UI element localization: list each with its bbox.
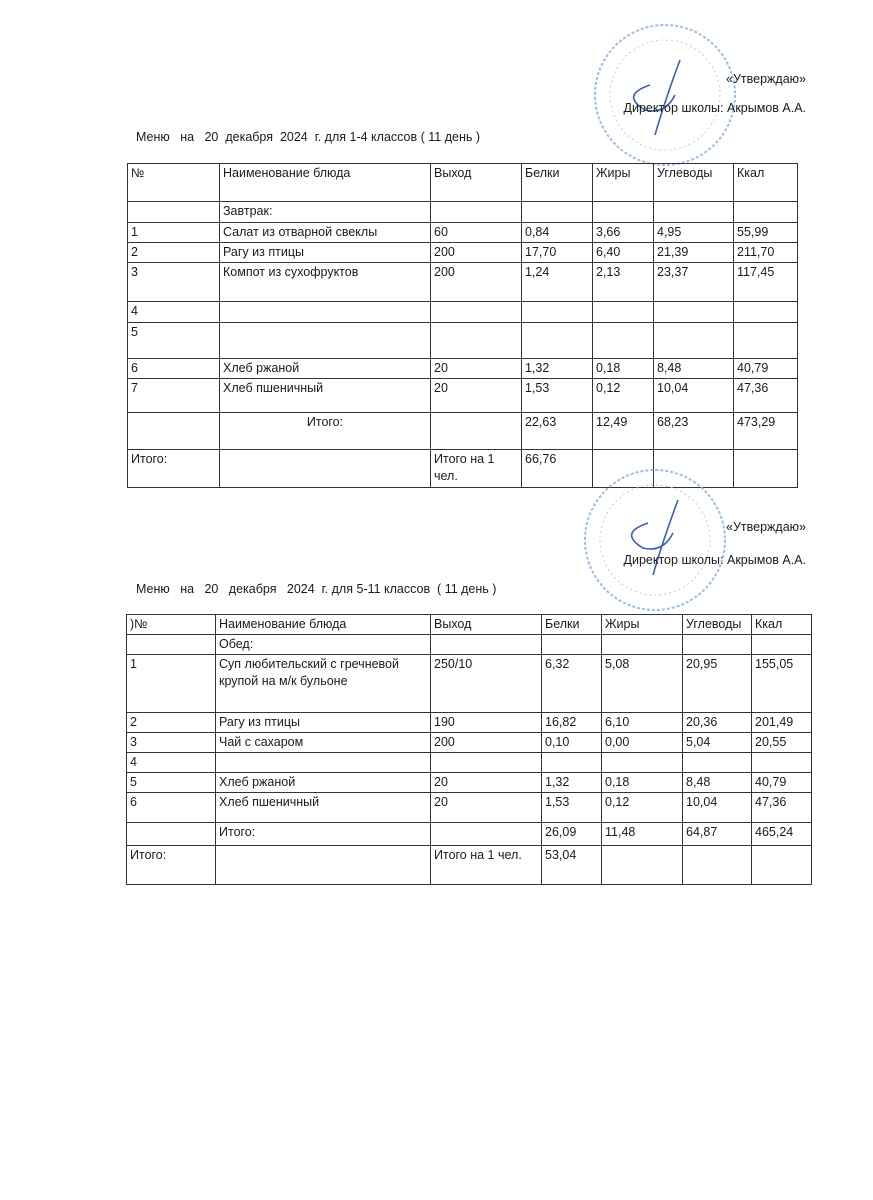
cell-dish-name: Суп любительский с гречневой крупой на м/к бульоне [216,655,431,713]
cell-number: 7 [128,379,220,413]
cell-kcal: 201,49 [752,713,812,733]
cell-number [128,202,220,223]
cell-portion [431,202,522,223]
cell-carbs [654,302,734,323]
cell-carbs: 68,23 [654,413,734,450]
cell-proteins: 0,84 [522,223,593,243]
cell-dish-name [220,450,431,488]
cell-proteins: 17,70 [522,243,593,263]
cell-portion: 250/10 [431,655,542,713]
cell-proteins: 1,53 [542,793,602,823]
cell-proteins: 6,32 [542,655,602,713]
header-kcal: Ккал [752,615,812,635]
cell-kcal [734,202,798,223]
table-row [127,753,812,773]
table-row [127,773,812,793]
header-dish-name: Наименование блюда [220,164,431,202]
table-row [128,202,798,223]
cell-fats: 0,12 [593,379,654,413]
table-row [127,846,812,885]
header-dish-name: Наименование блюда [216,615,431,635]
cell-dish-name: Обед: [216,635,431,655]
cell-kcal: 20,55 [752,733,812,753]
cell-portion: 200 [431,733,542,753]
table-row [128,223,798,243]
cell-kcal [734,450,798,488]
cell-proteins [522,302,593,323]
cell-number: 3 [127,733,216,753]
cell-dish-name: Хлеб ржаной [220,359,431,379]
cell-portion: 20 [431,359,522,379]
cell-carbs: 8,48 [654,359,734,379]
cell-number: 4 [128,302,220,323]
approval-label: «Утверждаю» [726,72,806,86]
menu-title: Меню на 20 декабря 2024 г. для 1-4 классов ( 11 день ) [136,130,480,144]
menu-title: Меню на 20 декабря 2024 г. для 5-11 классов ( 11 день ) [136,582,497,596]
cell-carbs [654,323,734,359]
header-proteins: Белки [522,164,593,202]
cell-portion: Итого на 1 чел. [431,450,522,488]
header-proteins: Белки [542,615,602,635]
cell-dish-name: Итого: [216,823,431,846]
approval-label: «Утверждаю» [726,520,806,534]
cell-number: 6 [127,793,216,823]
cell-proteins: 22,63 [522,413,593,450]
table-row [127,655,812,713]
cell-fats: 6,40 [593,243,654,263]
cell-fats: 5,08 [602,655,683,713]
cell-fats [602,753,683,773]
cell-number: 5 [128,323,220,359]
cell-dish-name [220,302,431,323]
cell-number: 2 [128,243,220,263]
cell-kcal [752,753,812,773]
cell-dish-name: Хлеб пшеничный [220,379,431,413]
cell-dish-name: Салат из отварной свеклы [220,223,431,243]
cell-dish-name [216,753,431,773]
cell-proteins: 1,32 [542,773,602,793]
header-kcal: Ккал [734,164,798,202]
cell-portion [431,413,522,450]
cell-number [128,413,220,450]
cell-kcal: 465,24 [752,823,812,846]
cell-number: 3 [128,263,220,302]
cell-dish-name: Хлеб ржаной [216,773,431,793]
cell-dish-name: Компот из сухофруктов [220,263,431,302]
cell-fats: 3,66 [593,223,654,243]
table-row [127,733,812,753]
cell-proteins [522,323,593,359]
cell-carbs [683,753,752,773]
header-number: )№ [127,615,216,635]
cell-fats [602,635,683,655]
table-header-row [127,615,812,635]
header-fats: Жиры [602,615,683,635]
cell-carbs [683,846,752,885]
cell-kcal: 155,05 [752,655,812,713]
cell-number: 6 [128,359,220,379]
cell-kcal: 40,79 [734,359,798,379]
cell-dish-name: Чай с сахаром [216,733,431,753]
cell-kcal [752,846,812,885]
cell-fats: 0,18 [593,359,654,379]
cell-dish-name: Рагу из птицы [216,713,431,733]
cell-fats [593,202,654,223]
cell-carbs: 20,36 [683,713,752,733]
director-signature-line: Директор школы: Акрымов А.А. [623,553,806,567]
cell-kcal: 47,36 [752,793,812,823]
cell-carbs [654,450,734,488]
table-row [127,823,812,846]
cell-portion: 200 [431,263,522,302]
director-signature-line: Директор школы: Акрымов А.А. [623,101,806,115]
cell-portion: 60 [431,223,522,243]
cell-fats: 0,12 [602,793,683,823]
cell-carbs [683,635,752,655]
header-portion: Выход [431,164,522,202]
table-row [128,243,798,263]
cell-kcal: 473,29 [734,413,798,450]
cell-number: 1 [128,223,220,243]
cell-kcal: 47,36 [734,379,798,413]
table-row [128,263,798,302]
cell-kcal [734,323,798,359]
cell-carbs: 8,48 [683,773,752,793]
table-row [128,323,798,359]
cell-fats [593,323,654,359]
cell-kcal: 55,99 [734,223,798,243]
cell-portion [431,635,542,655]
cell-fats: 0,18 [602,773,683,793]
cell-fats [602,846,683,885]
cell-portion: 190 [431,713,542,733]
cell-number [127,823,216,846]
cell-fats [593,450,654,488]
cell-proteins [542,753,602,773]
cell-carbs: 64,87 [683,823,752,846]
cell-fats: 6,10 [602,713,683,733]
header-number: № [128,164,220,202]
cell-portion: 200 [431,243,522,263]
cell-portion [431,823,542,846]
cell-fats [593,302,654,323]
menu-table-grades-5-11 [126,614,812,885]
table-row [127,713,812,733]
stamp-seal-icon [590,20,740,170]
table-row [127,793,812,823]
cell-portion: Итого на 1 чел. [431,846,542,885]
cell-carbs: 20,95 [683,655,752,713]
cell-proteins: 66,76 [522,450,593,488]
header-portion: Выход [431,615,542,635]
cell-proteins: 53,04 [542,846,602,885]
cell-dish-name: Завтрак: [220,202,431,223]
table-row [128,450,798,488]
header-carbs: Углеводы [654,164,734,202]
cell-dish-name: Рагу из птицы [220,243,431,263]
cell-dish-name [220,323,431,359]
cell-carbs [654,202,734,223]
cell-proteins: 1,32 [522,359,593,379]
cell-proteins: 26,09 [542,823,602,846]
cell-fats: 2,13 [593,263,654,302]
cell-proteins: 0,10 [542,733,602,753]
cell-fats: 11,48 [602,823,683,846]
cell-number: 2 [127,713,216,733]
table-row [128,302,798,323]
header-carbs: Углеводы [683,615,752,635]
cell-proteins: 1,53 [522,379,593,413]
cell-portion [431,323,522,359]
cell-fats: 0,00 [602,733,683,753]
table-row [128,359,798,379]
cell-carbs: 21,39 [654,243,734,263]
cell-number [127,635,216,655]
cell-proteins [542,635,602,655]
cell-number: Итого: [127,846,216,885]
cell-proteins [522,202,593,223]
cell-proteins: 16,82 [542,713,602,733]
cell-number: 1 [127,655,216,713]
cell-fats: 12,49 [593,413,654,450]
cell-kcal: 211,70 [734,243,798,263]
cell-kcal [752,635,812,655]
cell-portion: 20 [431,379,522,413]
cell-dish-name: Итого: [220,413,431,450]
cell-portion: 20 [431,793,542,823]
table-row [127,635,812,655]
cell-carbs: 4,95 [654,223,734,243]
cell-carbs: 10,04 [683,793,752,823]
table-row [128,379,798,413]
menu-table-grades-1-4 [127,163,798,488]
table-row [128,413,798,450]
cell-kcal: 117,45 [734,263,798,302]
cell-dish-name [216,846,431,885]
table-header-row [128,164,798,202]
cell-portion: 20 [431,773,542,793]
cell-dish-name: Хлеб пшеничный [216,793,431,823]
cell-carbs: 5,04 [683,733,752,753]
header-fats: Жиры [593,164,654,202]
cell-carbs: 10,04 [654,379,734,413]
cell-number: 4 [127,753,216,773]
cell-portion [431,753,542,773]
cell-proteins: 1,24 [522,263,593,302]
cell-portion [431,302,522,323]
cell-kcal: 40,79 [752,773,812,793]
cell-carbs: 23,37 [654,263,734,302]
cell-kcal [734,302,798,323]
cell-number: Итого: [128,450,220,488]
cell-number: 5 [127,773,216,793]
